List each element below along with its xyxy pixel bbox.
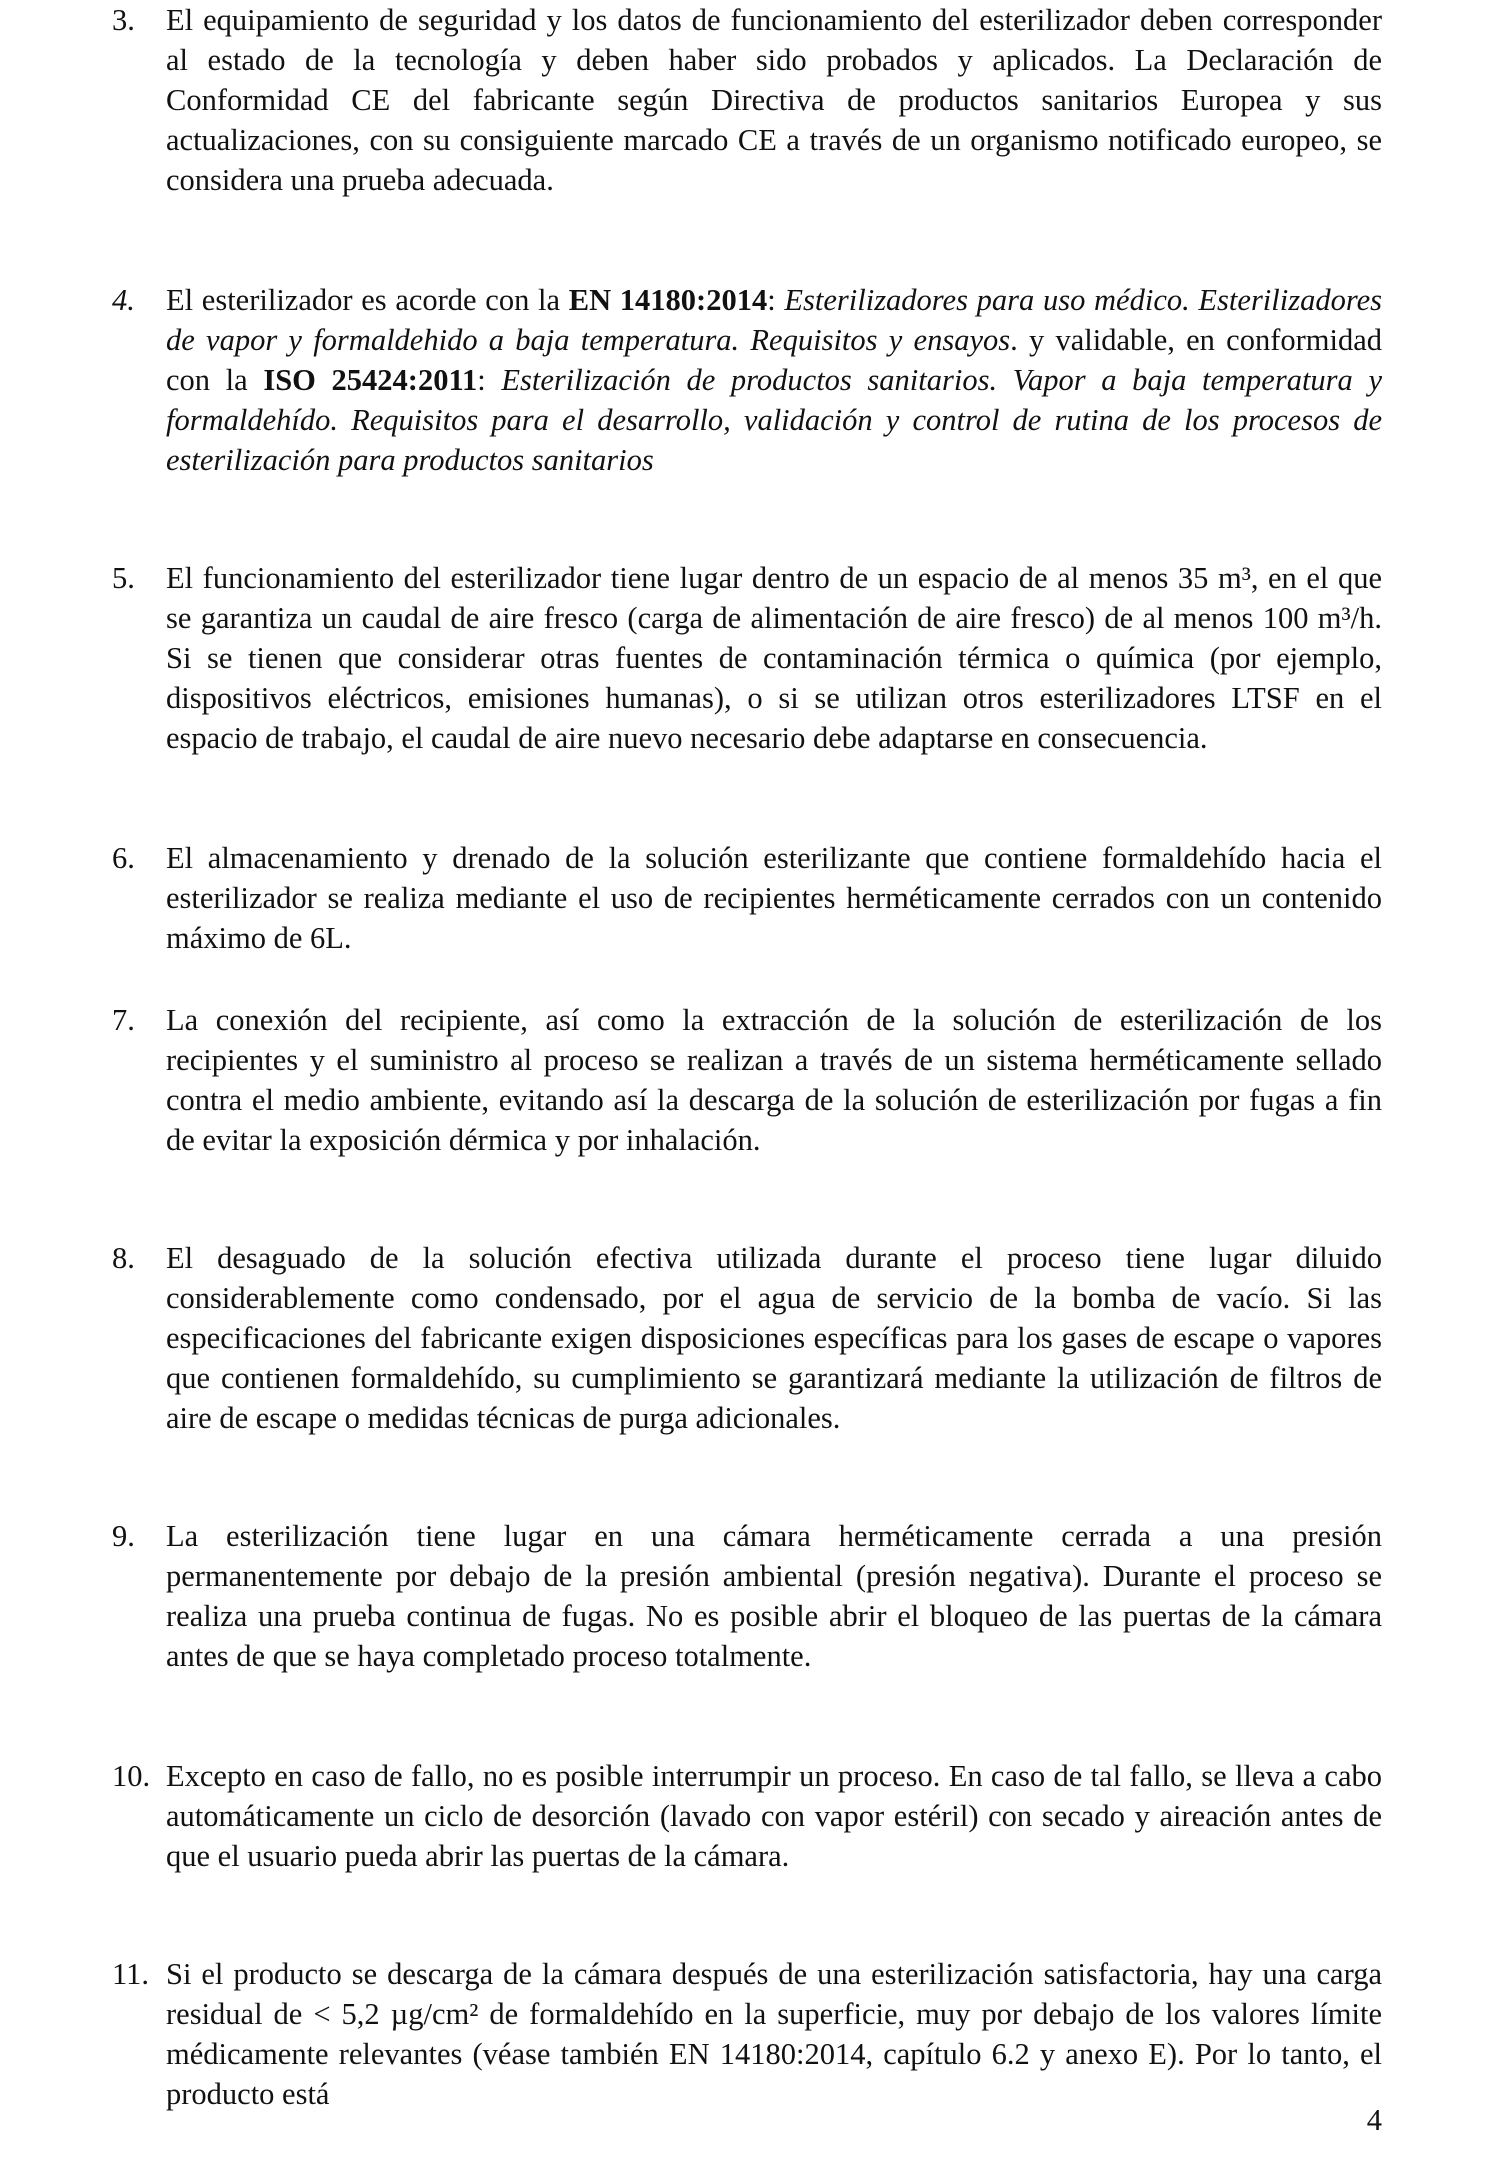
item-text-part: El esterilizador es acorde con la: [166, 283, 569, 317]
item-number: 10.: [112, 1759, 151, 1793]
item-number: 7.: [112, 1003, 135, 1037]
item-text: El funcionamiento del esterilizador tiene lugar dentro de un espacio de al menos 35 m³, en el que se garantiza un caudal de aire fresco (carga de alimentación de aire fresco) de al menos 100 m³/h. Si se tienen que considerar otras fuentes de contaminación térmica o química (por ejemplo, dispositivos eléctricos, emisiones humanas), o si se utilizan otros esterilizadores LTSF en el espacio de trabajo, el caudal de aire nuevo necesario debe adaptarse en consecuencia.: [166, 561, 1382, 755]
standard-title: Esterilizadores para uso médico. Esterilizadores de vapor y formaldehido a baja temperatura. Requisitos y ensayos: [166, 283, 1382, 357]
item-text-part: :: [477, 363, 502, 397]
page-number: 4: [1366, 2103, 1382, 2137]
item-text: [166, 280, 1382, 480]
item-text-part: . y validable, en conformidad con la: [166, 323, 1382, 397]
item-text: El equipamiento de seguridad y los datos de funcionamiento del esterilizador deben corresponder al estado de la tecnología y deben haber sido probados y aplicados. La Declaración de Conformidad CE del fabricante según Directiva de productos sanitarios Europea y sus actualizaciones, con su consiguiente marcado CE a través de un organismo notificado europeo, se considera una prueba adecuada.: [166, 3, 1382, 197]
item-text-part: :: [767, 283, 785, 317]
item-number: 9.: [112, 1519, 135, 1553]
item-text: La conexión del recipiente, así como la extracción de la solución de esterilización de los recipientes y el suministro al proceso se realizan a través de un sistema herméticamente sellado contra el medio ambiente, evitando así la descarga de la solución de esterilización por fugas a fin de evitar la exposición dérmica y por inhalación.: [166, 1003, 1382, 1157]
standard-reference: EN 14180:2014: [568, 283, 768, 317]
standard-title: Esterilización de productos sanitarios. Vapor a baja temperatura y formaldehído. Requisitos para el desarrollo, validación y control de rutina de los procesos de esterilización para productos sanitarios: [166, 363, 1382, 477]
item-number: 3.: [112, 3, 135, 37]
item-number: 4.: [112, 283, 135, 317]
item-number: 5.: [112, 561, 135, 595]
item-text: El almacenamiento y drenado de la solución esterilizante que contiene formaldehído hacia el esterilizador se realiza mediante el uso de recipientes herméticamente cerrados con un contenido máximo de 6L.: [166, 841, 1382, 955]
standard-reference: ISO 25424:2011: [263, 363, 478, 397]
item-number: 11.: [112, 1957, 149, 1991]
item-text: El desaguado de la solución efectiva utilizada durante el proceso tiene lugar diluido considerablemente como condensado, por el agua de servicio de la bomba de vacío. Si las especificaciones del fabricante exigen disposiciones específicas para los gases de escape o vapores que contienen formaldehído, su cumplimiento se garantizará mediante la utilización de filtros de aire de escape o medidas técnicas de purga adicionales.: [166, 1241, 1382, 1435]
item-text: Si el producto se descarga de la cámara después de una esterilización satisfactoria, hay una carga residual de < 5,2 µg/cm² de formaldehído en la superficie, muy por debajo de los valores límite médicamente relevantes (véase también EN 14180:2014, capítulo 6.2 y anexo E). Por lo tanto, el producto está: [166, 1957, 1382, 2111]
item-number: 8.: [112, 1241, 135, 1275]
item-number: 6.: [112, 841, 135, 875]
item-text: La esterilización tiene lugar en una cámara herméticamente cerrada a una presión permanentemente por debajo de la presión ambiental (presión negativa). Durante el proceso se realiza una prueba continua de fugas. No es posible abrir el bloqueo de las puertas de la cámara antes de que se haya completado proceso totalmente.: [166, 1519, 1382, 1673]
item-text: Excepto en caso de fallo, no es posible interrumpir un proceso. En caso de tal fallo, se lleva a cabo automáticamente un ciclo de desorción (lavado con vapor estéril) con secado y aireación antes de que el usuario pueda abrir las puertas de la cámara.: [166, 1759, 1382, 1873]
